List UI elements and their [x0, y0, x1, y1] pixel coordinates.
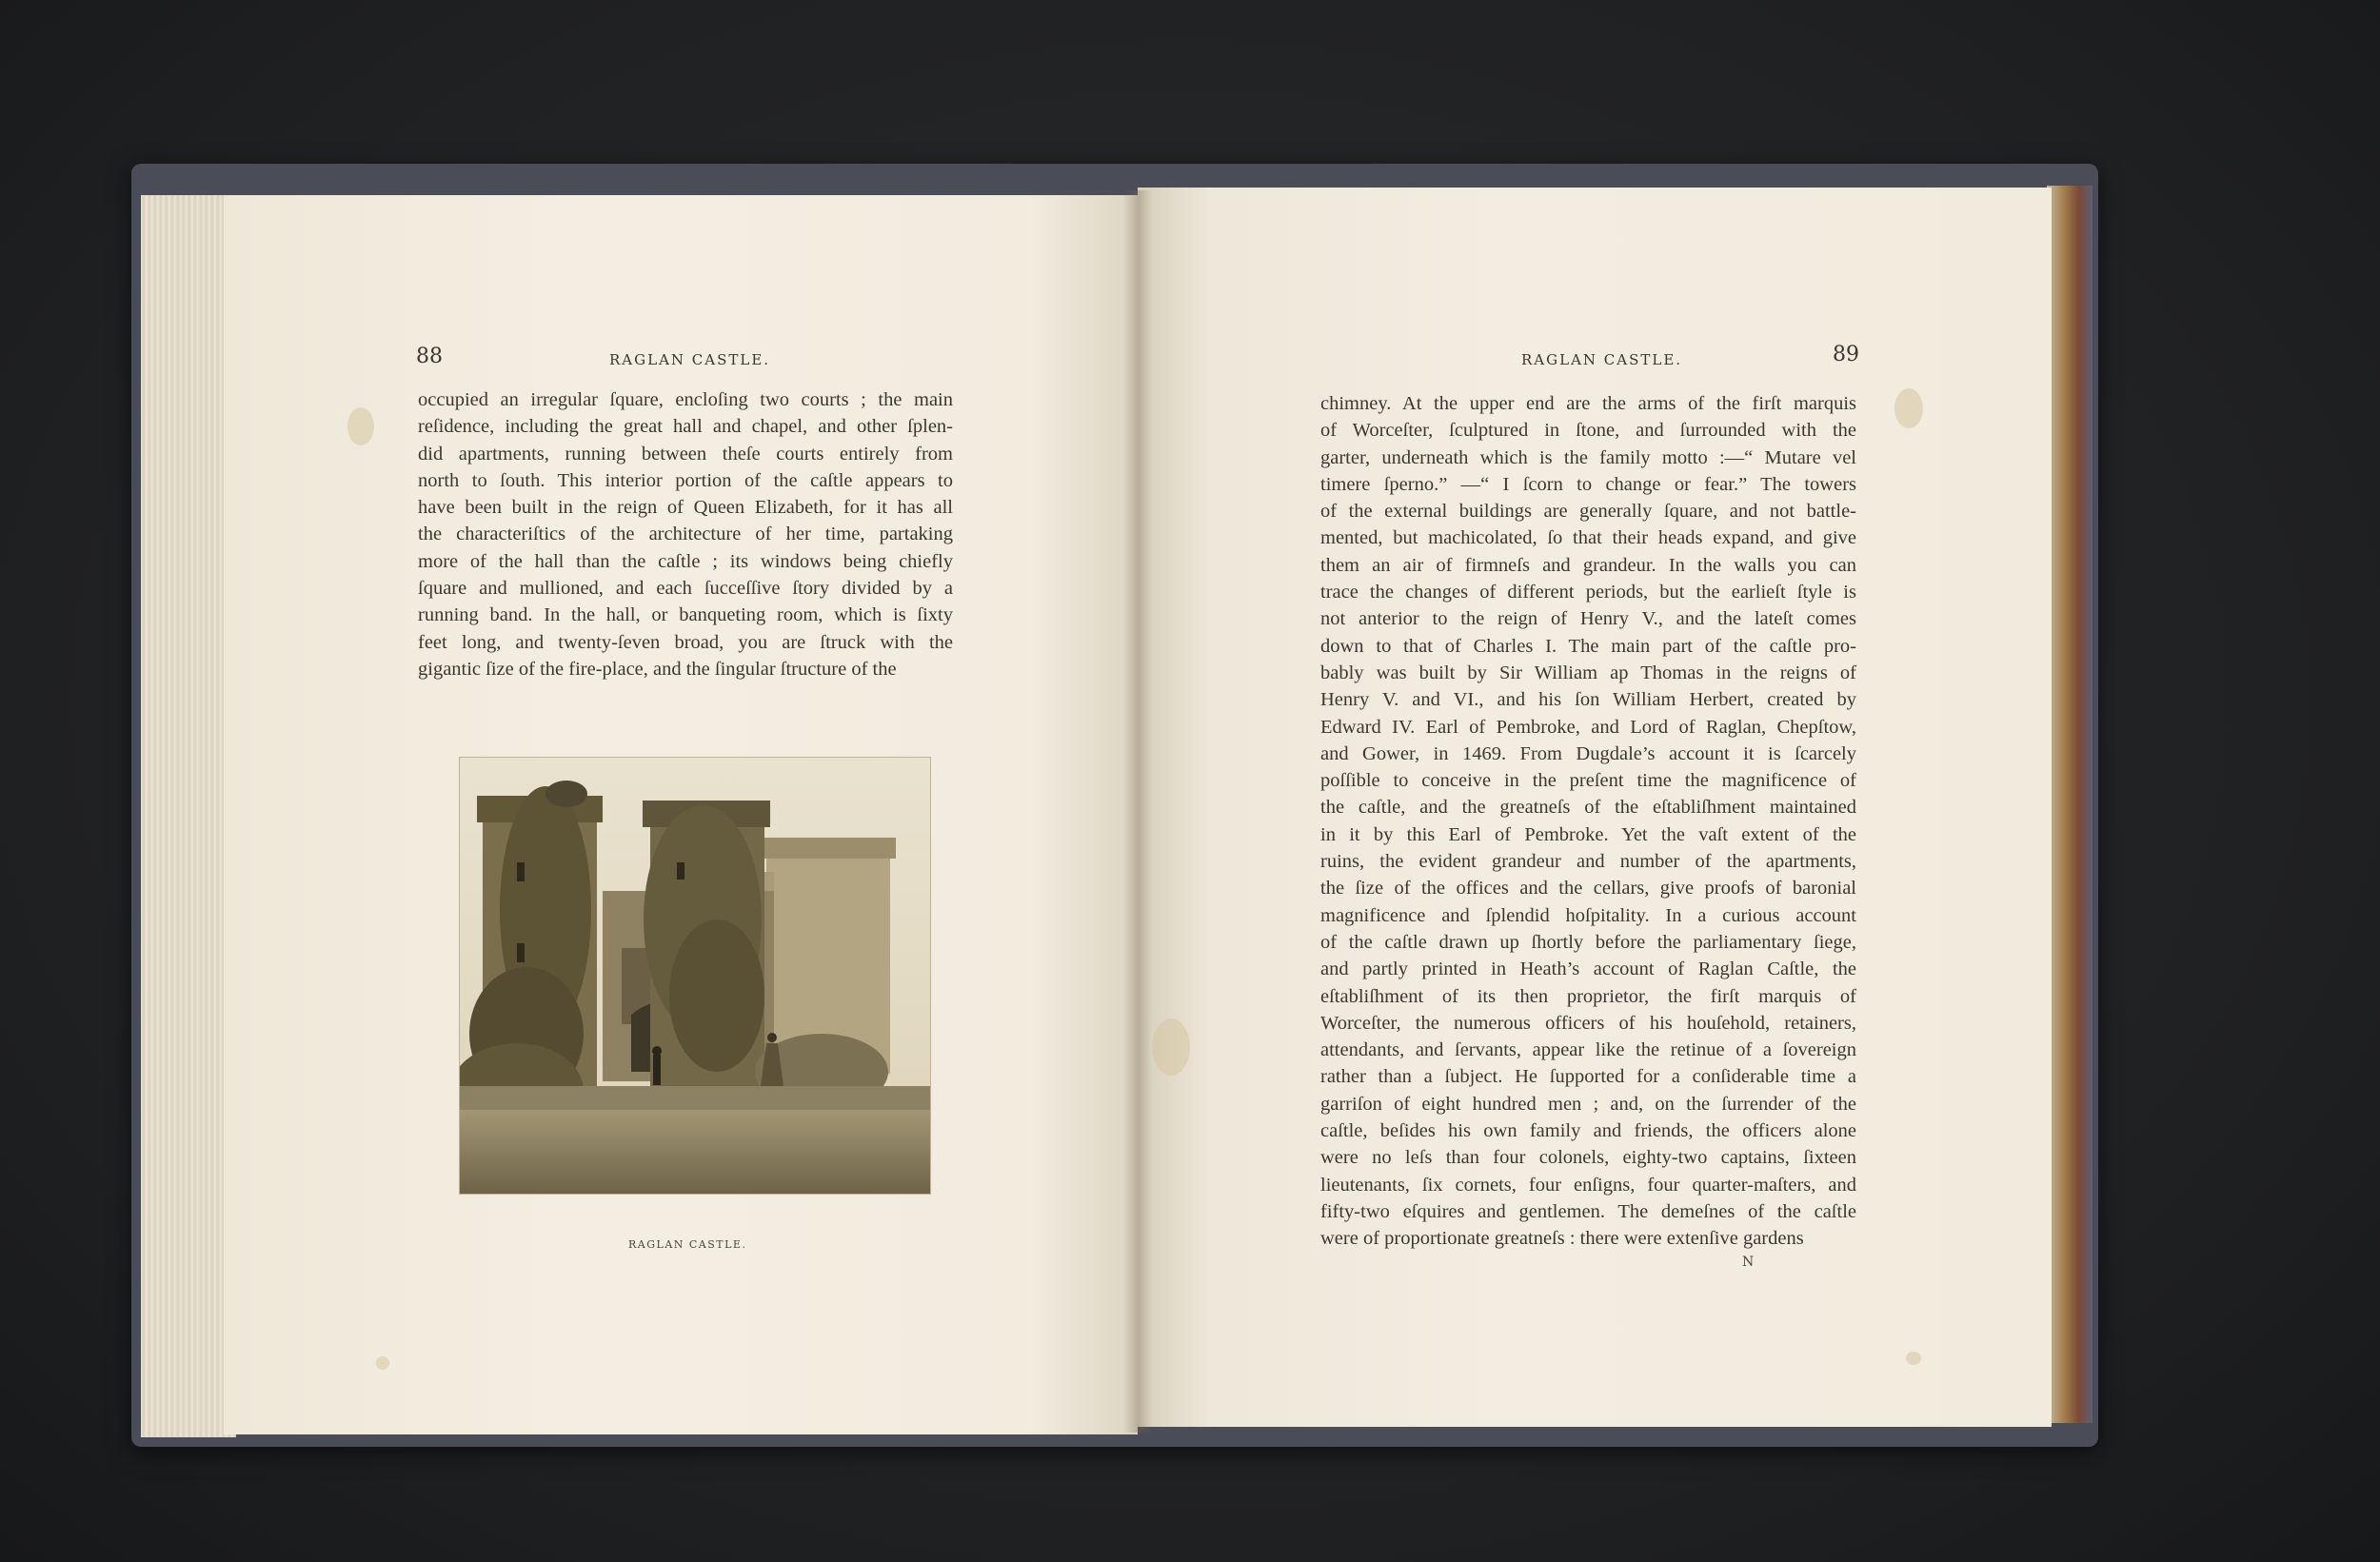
- text-line: chimney. At the upper end are the arms of the firſt marquis: [1320, 393, 1856, 414]
- text-line: of Worceſter, ſculptured in ſtone, and ſurrounded with the: [1320, 420, 1856, 442]
- right-running-head: RAGLAN CASTLE.: [1521, 351, 1683, 368]
- text-line: timere ſperno.” —“ I ſcorn to change or fear.” The towers: [1320, 473, 1856, 495]
- foxing-spot: [1906, 1352, 1921, 1365]
- text-line: caſtle, beſides his own family and friends, the officers alone: [1320, 1120, 1856, 1142]
- photo-caption: RAGLAN CASTLE.: [628, 1238, 747, 1251]
- text-line: poſſible to conceive in the preſent time the magnificence of: [1320, 770, 1856, 792]
- text-line: in it by this Earl of Pembroke. Yet the vaſt extent of the: [1320, 823, 1856, 845]
- text-line: the characteriſtics of the architecture of her time, partaking: [418, 524, 953, 545]
- book-fore-edge-right: [2047, 186, 2092, 1423]
- book-gutter: [1123, 190, 1152, 1433]
- text-line: of the external buildings are generally ſquare, and not battle-: [1320, 501, 1856, 523]
- text-line: reſidence, including the great hall and chapel, and other ſplen-: [418, 416, 953, 438]
- text-line: running band. In the hall, or banqueting room, which is ſixty: [418, 604, 953, 626]
- text-line: gigantic ſize of the fire-place, and the ſingular ſtructure of the: [418, 658, 897, 680]
- text-line: lieutenants, ſix cornets, four enſigns, four quarter-maſters, and: [1320, 1174, 1856, 1196]
- text-line: down to that of Charles I. The main part of the caſtle pro-: [1320, 635, 1856, 657]
- text-line: mented, but machicolated, ſo that their heads expand, and give: [1320, 527, 1856, 549]
- text-line: did apartments, running between theſe courts entirely from: [418, 443, 953, 465]
- text-line: feet long, and twenty-ſeven broad, you are ſtruck with the: [418, 631, 953, 653]
- text-line: Henry V. and VI., and his ſon William Herbert, created by: [1320, 689, 1856, 711]
- right-body-text: [1320, 390, 1856, 1253]
- text-line: ruins, the evident grandeur and number of the apartments,: [1320, 851, 1856, 873]
- text-line: north to ſouth. This interior portion of the caſtle appears to: [418, 469, 953, 491]
- text-line: and partly printed in Heath’s account of Raglan Caſtle, the: [1320, 959, 1856, 980]
- page-stack-left: [141, 195, 236, 1437]
- right-page-number: 89: [1833, 343, 1859, 366]
- text-line: attendants, and ſervants, appear like the retinue of a ſovereign: [1320, 1039, 1856, 1061]
- left-page-number: 88: [416, 345, 443, 368]
- foxing-spot: [1152, 1018, 1190, 1076]
- text-line: more of the hall than the caſtle ; its windows being chiefly: [418, 550, 953, 572]
- text-line: and Gower, in 1469. From Dugdale’s account it is ſcarcely: [1320, 742, 1856, 764]
- text-line: rather than a ſubject. He ſupported for a conſiderable time a: [1320, 1066, 1856, 1088]
- foxing-spot: [347, 407, 374, 445]
- castle-photograph: [460, 758, 930, 1194]
- text-line: the caſtle, and the greatneſs of the eſtabliſhment maintained: [1320, 797, 1856, 819]
- text-line: have been built in the reign of Queen Elizabeth, for it has all: [418, 497, 953, 519]
- text-line: bably was built by Sir William ap Thomas in the reigns of: [1320, 662, 1856, 683]
- left-body-text: [418, 386, 953, 682]
- left-running-head: RAGLAN CASTLE.: [609, 351, 771, 368]
- text-line: not anterior to the reign of Henry V., and the lateſt comes: [1320, 608, 1856, 630]
- text-line: eſtabliſhment of its then proprietor, the firſt marquis of: [1320, 985, 1856, 1007]
- text-line: the ſize of the offices and the cellars, give proofs of baronial: [1320, 878, 1856, 900]
- text-line: ſquare and mullioned, and each ſucceſſive ſtory divided by a: [418, 578, 953, 600]
- text-line: were no leſs than four colonels, eighty-two captains, ſixteen: [1320, 1147, 1856, 1169]
- text-line: garriſon of eight hundred men ; and, on the ſurrender of the: [1320, 1093, 1856, 1115]
- signature-mark: N: [1742, 1255, 1755, 1270]
- text-line: Edward IV. Earl of Pembroke, and Lord of Raglan, Chepſtow,: [1320, 716, 1856, 738]
- text-line: fifty-two eſquires and gentlemen. The demeſnes of the caſtle: [1320, 1200, 1856, 1222]
- text-line: magnificence and ſplendid hoſpitality. In a curious account: [1320, 904, 1856, 926]
- text-line: them an air of firmneſs and grandeur. In the walls you can: [1320, 554, 1856, 576]
- text-line: occupied an irregular ſquare, encloſing two courts ; the main: [418, 389, 953, 410]
- text-line: garter, underneath which is the family motto :—“ Mutare vel: [1320, 446, 1856, 468]
- foxing-spot: [1894, 388, 1923, 428]
- text-line: of the caſtle drawn up ſhortly before the parliamentary ſiege,: [1320, 931, 1856, 953]
- text-line: trace the changes of different periods, but the earlieſt ſtyle is: [1320, 582, 1856, 603]
- foxing-spot: [376, 1356, 389, 1370]
- text-line: Worceſter, the numerous officers of his houſehold, retainers,: [1320, 1012, 1856, 1034]
- text-line: were of proportionate greatneſs : there were extenſive gardens: [1320, 1228, 1804, 1250]
